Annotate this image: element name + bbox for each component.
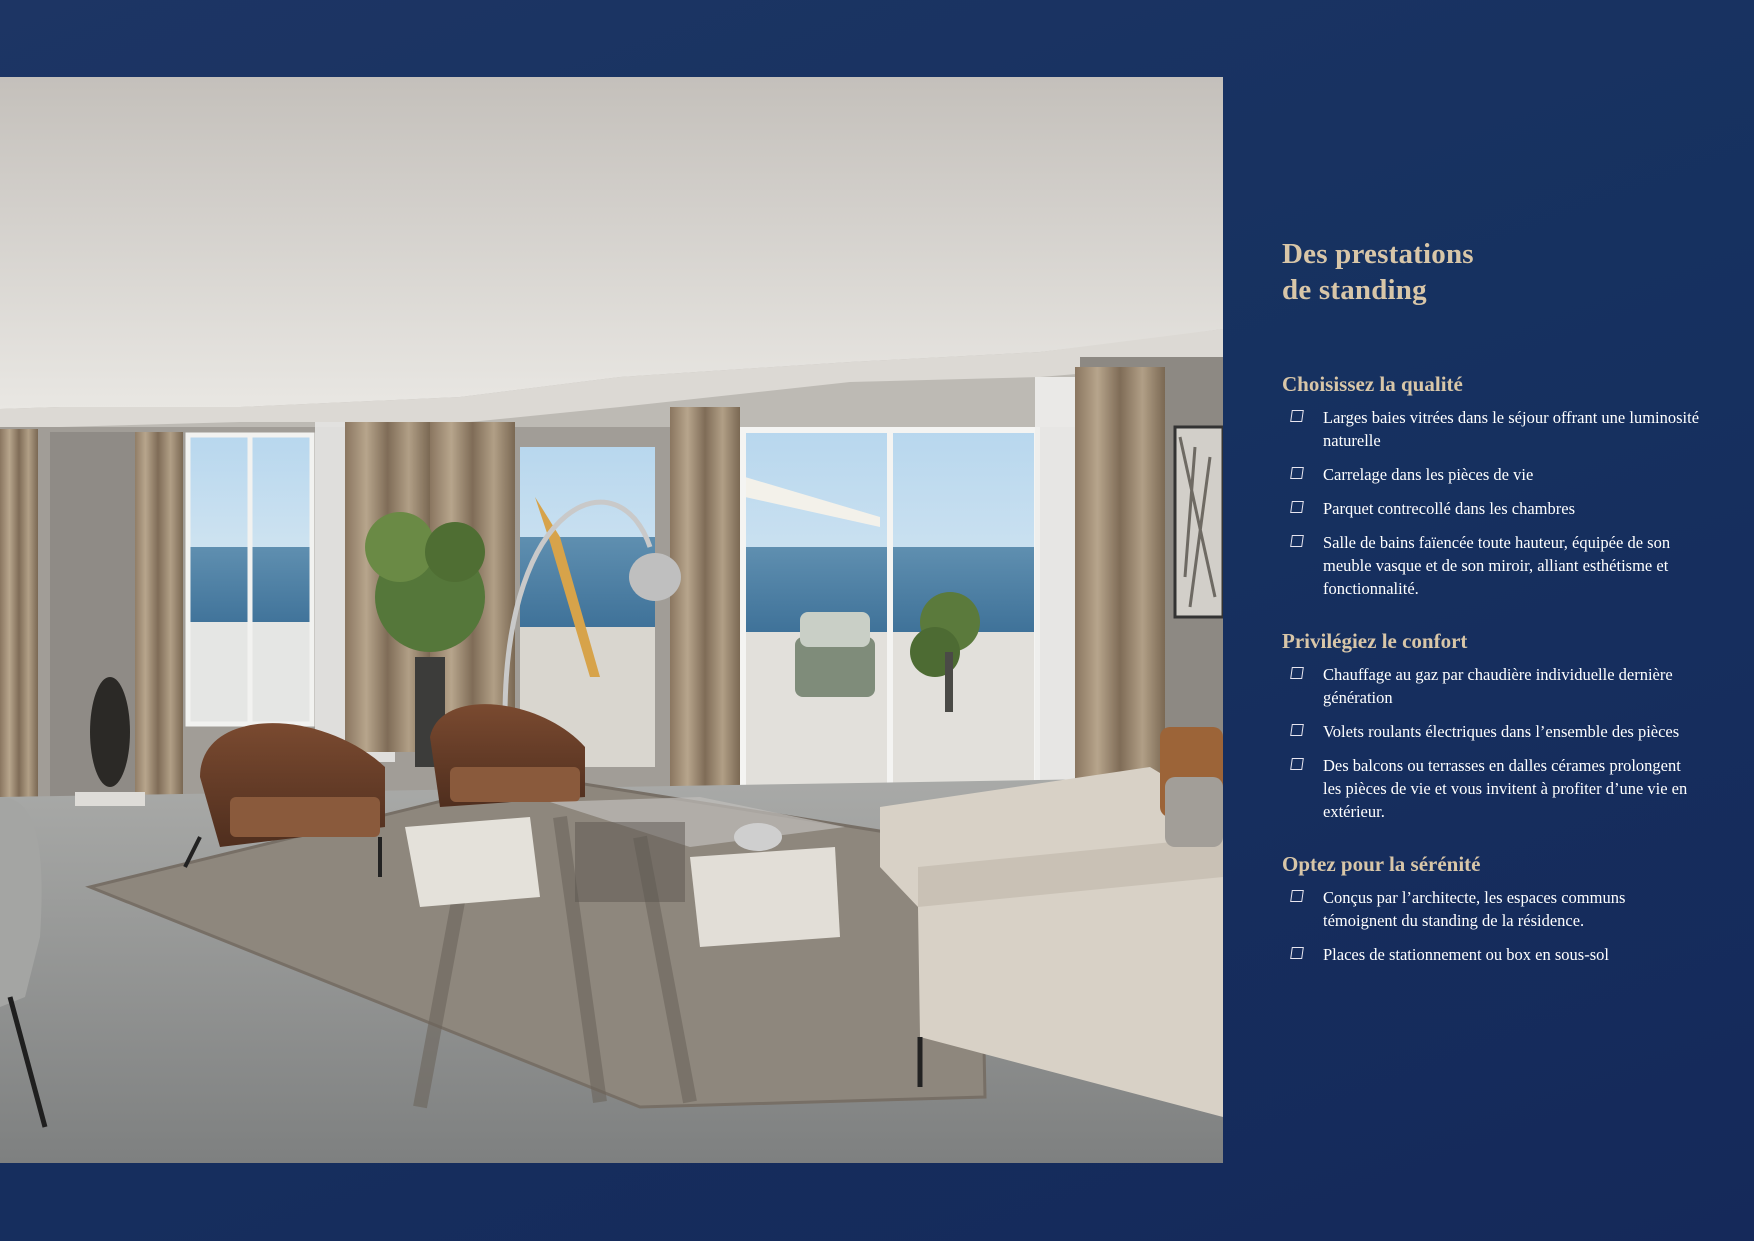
checkbox-icon <box>1290 758 1304 770</box>
list-item <box>1287 720 1702 743</box>
checkbox-icon <box>1290 947 1304 959</box>
features-panel <box>1282 236 1702 977</box>
section-comfort <box>1282 628 1702 823</box>
list-item <box>1287 886 1702 932</box>
item-text: Larges baies vitrées dans le séjour offrant une luminosité naturelle <box>1323 408 1700 450</box>
living-room-render-image <box>0 77 1223 1163</box>
section-quality <box>1282 371 1702 600</box>
item-text: Salle de bains faïencée toute hauteur, équipée de son meuble vasque et de son miroir, alliant esthétisme et fonctionnalité. <box>1323 533 1671 598</box>
section-serenity <box>1282 851 1702 966</box>
list-item <box>1287 531 1702 600</box>
list-item <box>1287 497 1702 520</box>
item-text: Conçus par l’architecte, les espaces communs témoignent du standing de la résidence. <box>1323 888 1626 930</box>
section-heading: Optez pour la sérénité <box>1282 852 1481 876</box>
item-text: Parquet contrecollé dans les chambres <box>1323 499 1575 518</box>
list-item <box>1287 406 1702 452</box>
list-item <box>1287 754 1702 823</box>
checkbox-icon <box>1290 724 1304 736</box>
item-text: Volets roulants électriques dans l’ensemble des pièces <box>1323 722 1680 741</box>
feature-list <box>1287 663 1702 823</box>
checkbox-icon <box>1290 667 1304 679</box>
checkbox-icon <box>1290 535 1304 547</box>
item-text: Carrelage dans les pièces de vie <box>1323 465 1534 484</box>
section-heading: Choisissez la qualité <box>1282 372 1463 396</box>
item-text: Des balcons ou terrasses en dalles cérames prolongent les pièces de vie et vous invitent à profiter d’une vie en extérieur. <box>1323 756 1688 821</box>
section-heading: Privilégiez le confort <box>1282 629 1468 653</box>
item-text: Places de stationnement ou box en sous-sol <box>1323 945 1609 964</box>
list-item <box>1287 463 1702 486</box>
page-title <box>1282 236 1702 308</box>
checkbox-icon <box>1290 467 1304 479</box>
title-line-1: Des prestations <box>1282 238 1474 270</box>
list-item <box>1287 663 1702 709</box>
checkbox-icon <box>1290 890 1304 902</box>
checkbox-icon <box>1290 501 1304 513</box>
feature-list <box>1287 406 1702 600</box>
feature-list <box>1287 886 1702 966</box>
title-line-2: de standing <box>1282 274 1427 306</box>
checkbox-icon <box>1290 410 1304 422</box>
list-item <box>1287 943 1702 966</box>
item-text: Chauffage au gaz par chaudière individuelle dernière génération <box>1323 665 1673 707</box>
